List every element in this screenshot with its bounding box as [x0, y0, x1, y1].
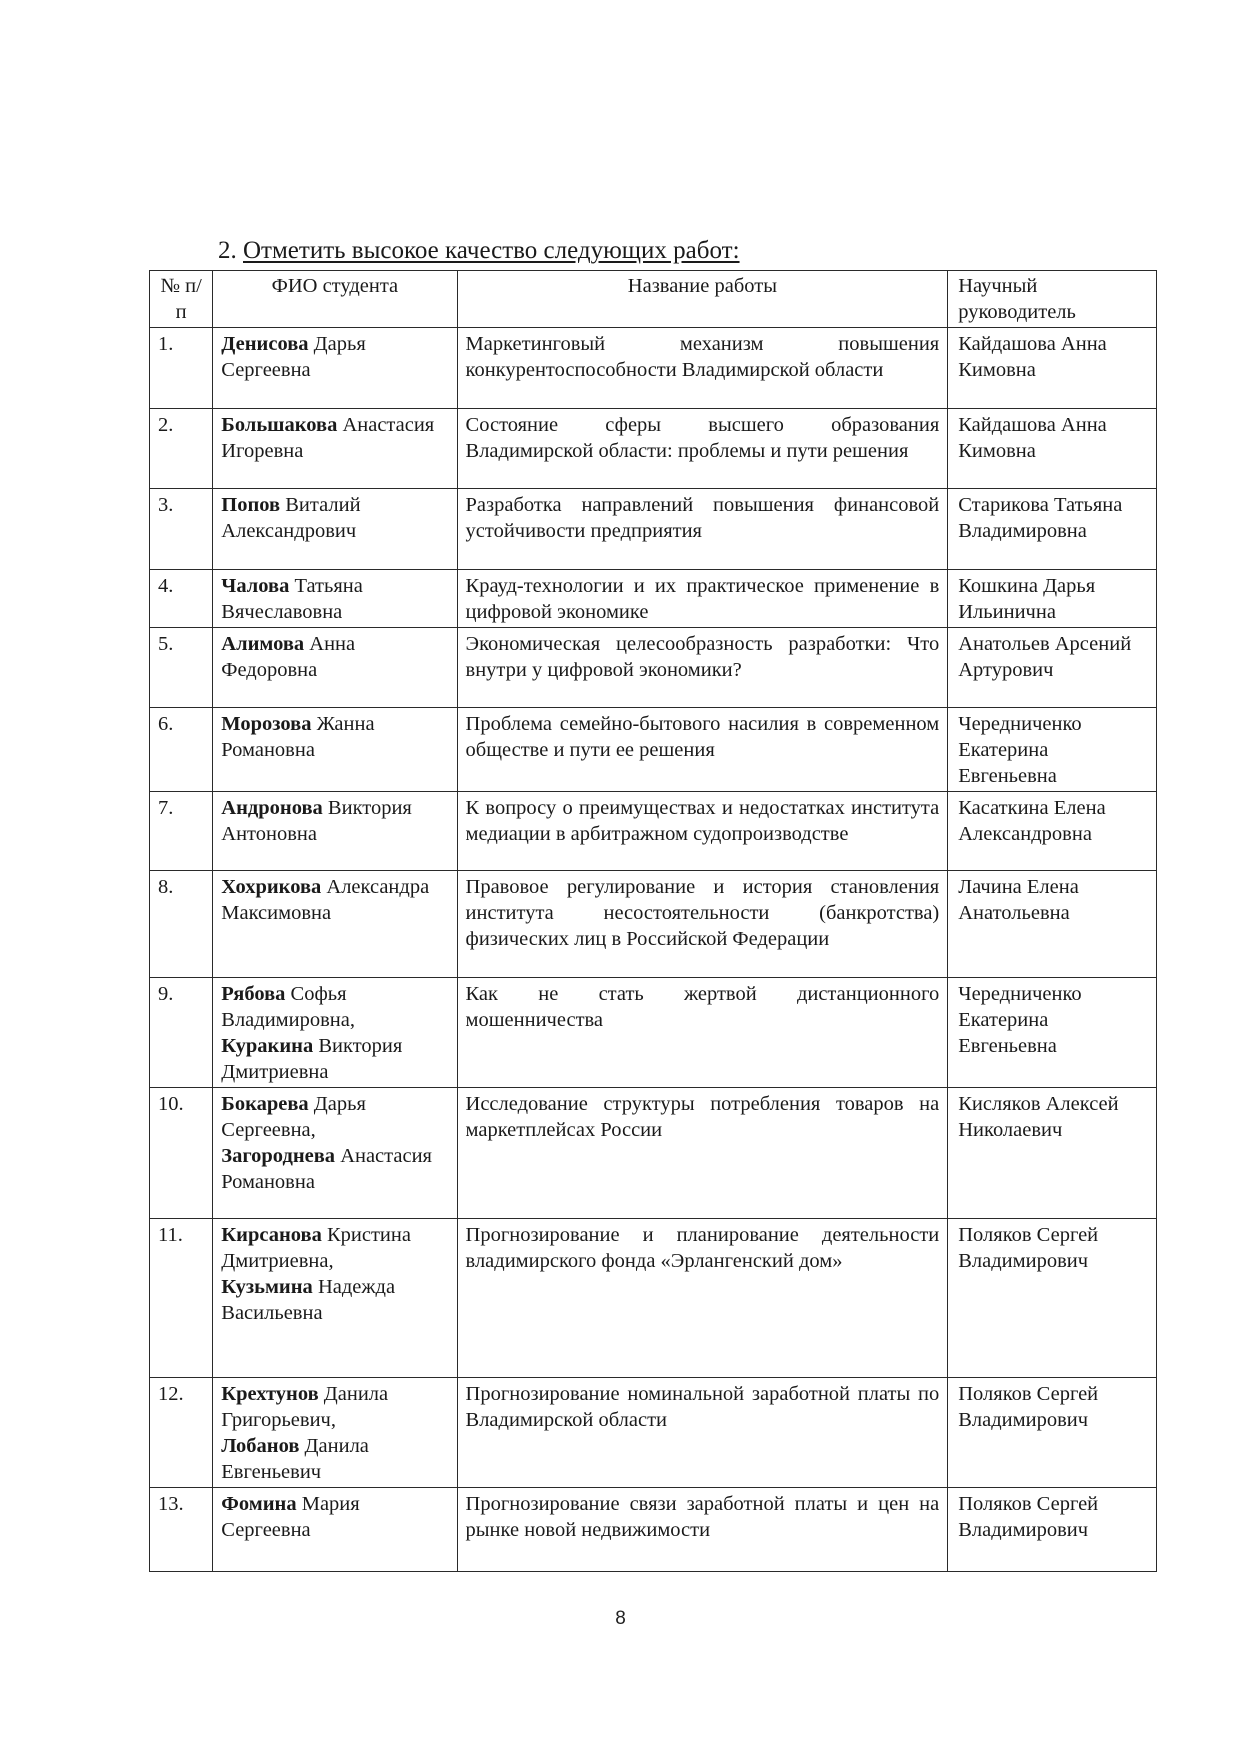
student-surname: Хохрикова: [221, 876, 322, 898]
supervisor-name: Лачина Елена Анатольевна: [948, 871, 1157, 978]
heading-number: 2.: [218, 237, 237, 264]
student-cell: [213, 1378, 457, 1488]
section-heading: [218, 236, 740, 266]
student-cell: [213, 328, 457, 409]
student-cell: [213, 570, 457, 628]
student-given-names: Жанна Романовна: [221, 713, 375, 761]
student-name: [221, 1091, 448, 1143]
work-title: Состояние сферы высшего образования Владимирской области: проблемы и пути решения: [457, 409, 948, 489]
student-name: [221, 1433, 448, 1485]
student-name: [221, 1274, 448, 1326]
col-header-work: Название работы: [457, 271, 948, 328]
student-surname: Крехтунов: [221, 1383, 319, 1405]
row-number: 3.: [150, 489, 213, 570]
student-cell: [213, 708, 457, 792]
student-name: [221, 874, 448, 926]
work-title: Прогнозирование и планирование деятельности владимирского фонда «Эрлангенский дом»: [457, 1219, 948, 1378]
supervisor-name: Анатольев Арсений Артурович: [948, 628, 1157, 708]
work-title: Разработка направлений повышения финансовой устойчивости предприятия: [457, 489, 948, 570]
student-surname: Морозова: [221, 713, 312, 735]
student-name: [221, 492, 448, 544]
student-name: [221, 981, 448, 1033]
student-cell: [213, 628, 457, 708]
student-surname: Бокарева: [221, 1093, 309, 1115]
table-row: [150, 489, 1157, 570]
student-surname: Лобанов: [221, 1435, 300, 1457]
supervisor-name: Кайдашова Анна Кимовна: [948, 409, 1157, 489]
student-given-names: Кристина Дмитриевна,: [221, 1224, 411, 1272]
student-surname: Попов: [221, 494, 281, 516]
student-given-names: Данила Григорьевич,: [221, 1383, 389, 1431]
table-body: [150, 328, 1157, 1572]
student-given-names: Александра Максимовна: [221, 876, 430, 924]
work-title: Исследование структуры потребления товаров на маркетплейсах России: [457, 1088, 948, 1219]
student-name: [221, 1033, 448, 1085]
student-surname: Чалова: [221, 575, 290, 597]
student-given-names: Анастасия Игоревна: [221, 414, 435, 462]
table-row: [150, 1088, 1157, 1219]
student-name: [221, 631, 448, 683]
work-title: Прогнозирование связи заработной платы и цен на рынке новой недвижимости: [457, 1488, 948, 1572]
student-surname: Денисова: [221, 333, 309, 355]
student-cell: [213, 792, 457, 871]
student-surname: Алимова: [221, 633, 305, 655]
student-given-names: Анастасия Романовна: [221, 1145, 432, 1193]
row-number: 2.: [150, 409, 213, 489]
student-surname: Андронова: [221, 797, 323, 819]
student-cell: [213, 1219, 457, 1378]
work-title: Правовое регулирование и история становления института несостоятельности (банкротства) физических лиц в Российской Федерации: [457, 871, 948, 978]
row-number: 10.: [150, 1088, 213, 1219]
student-cell: [213, 489, 457, 570]
student-given-names: Анна Федоровна: [221, 633, 356, 681]
student-given-names: Софья Владимировна,: [221, 983, 356, 1031]
student-cell: [213, 978, 457, 1088]
table-row: [150, 1378, 1157, 1488]
supervisor-name: Кошкина Дарья Ильинична: [948, 570, 1157, 628]
work-title: Как не стать жертвой дистанционного мошенничества: [457, 978, 948, 1088]
row-number: 7.: [150, 792, 213, 871]
student-given-names: Виктория Дмитриевна: [221, 1035, 403, 1083]
supervisor-name: Поляков Сергей Владимирович: [948, 1378, 1157, 1488]
table-row: [150, 871, 1157, 978]
work-title: Маркетинговый механизм повышения конкурентоспособности Владимирской области: [457, 328, 948, 409]
table-row: [150, 1488, 1157, 1572]
page-number: 8: [615, 1608, 626, 1629]
header-row: [150, 271, 1157, 328]
student-cell: [213, 409, 457, 489]
student-surname: Куракина: [221, 1035, 314, 1057]
student-surname: Кирсанова: [221, 1224, 322, 1246]
table-row: [150, 708, 1157, 792]
student-name: [221, 331, 448, 383]
col-header-student: ФИО студента: [213, 271, 457, 328]
work-title: Прогнозирование номинальной заработной платы по Владимирской области: [457, 1378, 948, 1488]
student-surname: Загороднева: [221, 1145, 336, 1167]
student-given-names: Дарья Сергеевна,: [221, 1093, 366, 1141]
student-given-names: Данила Евгеньевич: [221, 1435, 369, 1483]
supervisor-name: Чередниченко Екатерина Евгеньевна: [948, 978, 1157, 1088]
student-cell: [213, 871, 457, 978]
student-name: [221, 1222, 448, 1274]
student-surname: Большакова: [221, 414, 338, 436]
supervisor-name: Поляков Сергей Владимирович: [948, 1488, 1157, 1572]
student-cell: [213, 1088, 457, 1219]
work-title: К вопросу о преимуществах и недостатках института медиации в арбитражном судопроизводстве: [457, 792, 948, 871]
row-number: 12.: [150, 1378, 213, 1488]
student-name: [221, 711, 448, 763]
supervisor-name: Касаткина Елена Александровна: [948, 792, 1157, 871]
row-number: 9.: [150, 978, 213, 1088]
supervisor-name: Старикова Татьяна Владимировна: [948, 489, 1157, 570]
student-name: [221, 795, 448, 847]
student-surname: Рябова: [221, 983, 286, 1005]
table-row: [150, 570, 1157, 628]
supervisor-name: Кисляков Алексей Николаевич: [948, 1088, 1157, 1219]
table-row: [150, 1219, 1157, 1378]
row-number: 4.: [150, 570, 213, 628]
row-number: 13.: [150, 1488, 213, 1572]
supervisor-name: Чередниченко Екатерина Евгеньевна: [948, 708, 1157, 792]
table-row: [150, 978, 1157, 1088]
row-number: 1.: [150, 328, 213, 409]
col-header-num: № п/п: [150, 271, 213, 328]
student-surname: Фомина: [221, 1493, 297, 1515]
works-table: [149, 270, 1157, 1572]
heading-text: Отметить высокое качество следующих работ:: [243, 237, 740, 264]
student-given-names: Виктория Антоновна: [221, 797, 412, 845]
student-name: [221, 1143, 448, 1195]
student-surname: Кузьмина: [221, 1276, 313, 1298]
table-row: [150, 792, 1157, 871]
student-name: [221, 573, 448, 625]
row-number: 8.: [150, 871, 213, 978]
student-given-names: Надежда Васильевна: [221, 1276, 396, 1324]
student-given-names: Дарья Сергеевна: [221, 333, 366, 381]
row-number: 11.: [150, 1219, 213, 1378]
student-given-names: Мария Сергеевна: [221, 1493, 360, 1541]
student-name: [221, 412, 448, 464]
row-number: 6.: [150, 708, 213, 792]
student-given-names: Виталий Александрович: [221, 494, 361, 542]
table-row: [150, 628, 1157, 708]
student-name: [221, 1381, 448, 1433]
student-name: [221, 1491, 448, 1543]
work-title: Крауд-технологии и их практическое применение в цифровой экономике: [457, 570, 948, 628]
work-title: Экономическая целесообразность разработки: Что внутри у цифровой экономики?: [457, 628, 948, 708]
table-row: [150, 409, 1157, 489]
col-header-supervisor: Научный руководитель: [948, 271, 1157, 328]
student-given-names: Татьяна Вячеславовна: [221, 575, 363, 623]
supervisor-name: Кайдашова Анна Кимовна: [948, 328, 1157, 409]
supervisor-name: Поляков Сергей Владимирович: [948, 1219, 1157, 1378]
work-title: Проблема семейно-бытового насилия в современном обществе и пути ее решения: [457, 708, 948, 792]
row-number: 5.: [150, 628, 213, 708]
table-row: [150, 328, 1157, 409]
student-cell: [213, 1488, 457, 1572]
